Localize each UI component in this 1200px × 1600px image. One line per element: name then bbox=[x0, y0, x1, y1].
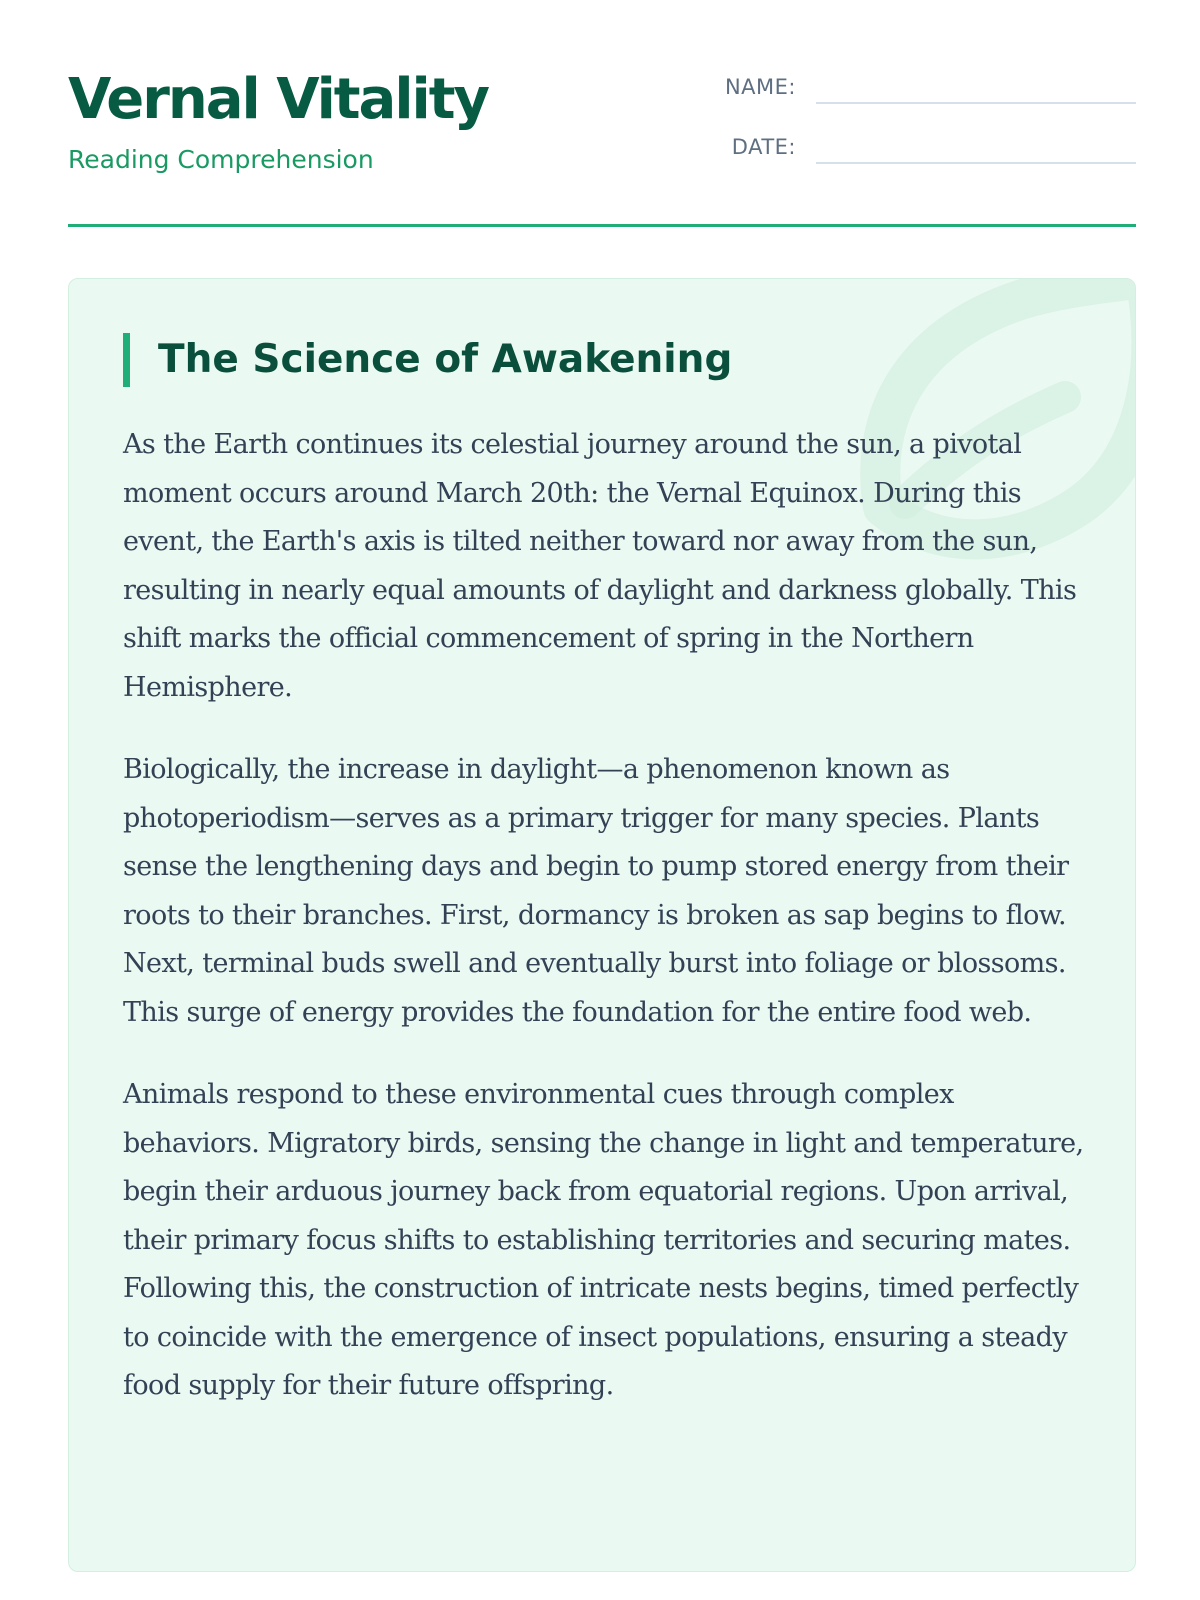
passage-title: The Science of Awakening bbox=[158, 337, 733, 382]
passage-title-block bbox=[123, 333, 732, 387]
passage-paragraph: Biologically, the increase in daylight—a phenomenon known as photoperiodism—serves as a primary trigger for many species. Plants sense the lengthening days and begin to pump stored energy from their roots to their branches. First, dormancy is broken as sap begins to flow. Next, terminal buds swell and eventually burst into foliage or blossoms. This surge of energy provides the foundation for the entire food web. bbox=[123, 754, 1069, 1028]
worksheet-subtitle: Reading Comprehension bbox=[68, 145, 374, 174]
passage-paragraph: As the Earth continues its celestial journey around the sun, a pivotal moment occurs around March 20th: the Vernal Equinox. During this event, the Earth's axis is tilted neither toward nor away from the sun, resulting in nearly equal amounts of daylight and darkness globally. This shift marks the official commencement of spring in the Northern Hemisphere. bbox=[123, 429, 1077, 703]
passage-paragraph: Animals respond to these environmental cues through complex behaviors. Migratory birds, sensing the change in light and temperature, begin their arduous journey back from equatorial regions. Upon arrival, their primary focus shifts to establishing territories and securing mates. Following this, the construction of intricate nests begins, timed perfectly to coincide with the emergence of insect populations, ensuring a steady food supply for their future offspring. bbox=[123, 1079, 1084, 1401]
worksheet-header bbox=[68, 0, 1136, 227]
date-write-line[interactable] bbox=[816, 162, 1136, 164]
worksheet-title: Vernal Vitality bbox=[68, 67, 488, 132]
name-field-row bbox=[648, 71, 1136, 105]
date-label: DATE: bbox=[731, 135, 796, 159]
date-field-row bbox=[648, 131, 1136, 165]
name-label: NAME: bbox=[724, 75, 796, 99]
passage-body bbox=[123, 421, 1093, 1445]
reading-passage-card bbox=[68, 278, 1136, 1572]
name-write-line[interactable] bbox=[816, 102, 1136, 104]
